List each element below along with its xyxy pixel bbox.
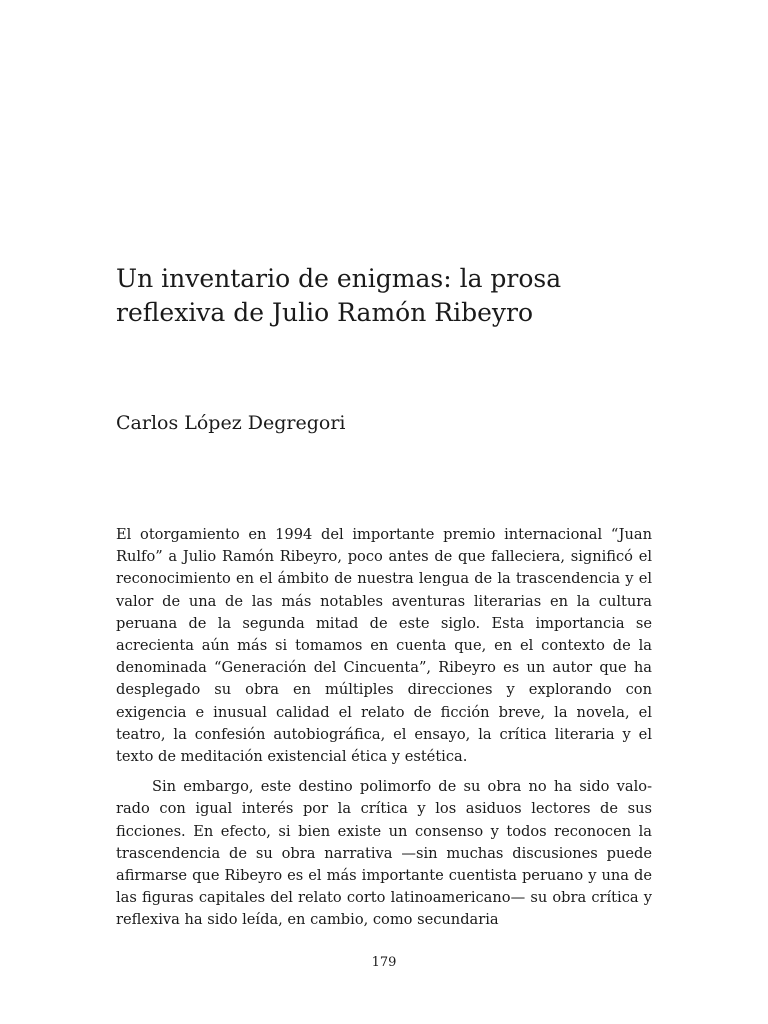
page-number: 179: [371, 955, 397, 970]
paragraph-2: Sin embargo, este destino polimorfo de su obra no ha sido valorado con igual interés por la crítica y los asiduos lectores de sus ficciones. En efecto, si bien existe un consenso y todos reconocen la trascendencia de su obra narrativa —sin muchas discusiones puede afirmarse que Ribeyro es el más importante cuentista peruano y una de las figuras capitales del relato corto latinoamericano— su obra crítica y reflexiva ha sido leída, en cambio, como secundaria: [116, 778, 652, 929]
chapter-title: Un inventario de enigmas: la prosa reflexiva de Julio Ramón Ribeyro: [116, 264, 562, 327]
body-text: [116, 524, 652, 940]
author-name: Carlos López Degregori: [116, 412, 346, 434]
paragraph-1: El otorgamiento en 1994 del importante premio internacional “Juan Rulfo” a Julio Ramón Ribeyro, poco antes de que falleciera, significó el reconocimiento en el ámbito de nuestra lengua de la trascendencia y el valor de una de las más notables aventuras literarias en la cultura peruana de la segunda mitad de este siglo. Esta importancia se acrecienta aún más si tomamos en cuenta que, en el contexto de la denominada “Generación del Cincuenta”, Ribeyro es un autor que ha desplegado su obra en múltiples direcciones y explorando con exigencia e inusual calidad el relato de ficción breve, la novela, el teatro, la confesión autobiográfica, el ensayo, la crítica literaria y el texto de meditación existencial ética y estética.: [116, 526, 652, 766]
